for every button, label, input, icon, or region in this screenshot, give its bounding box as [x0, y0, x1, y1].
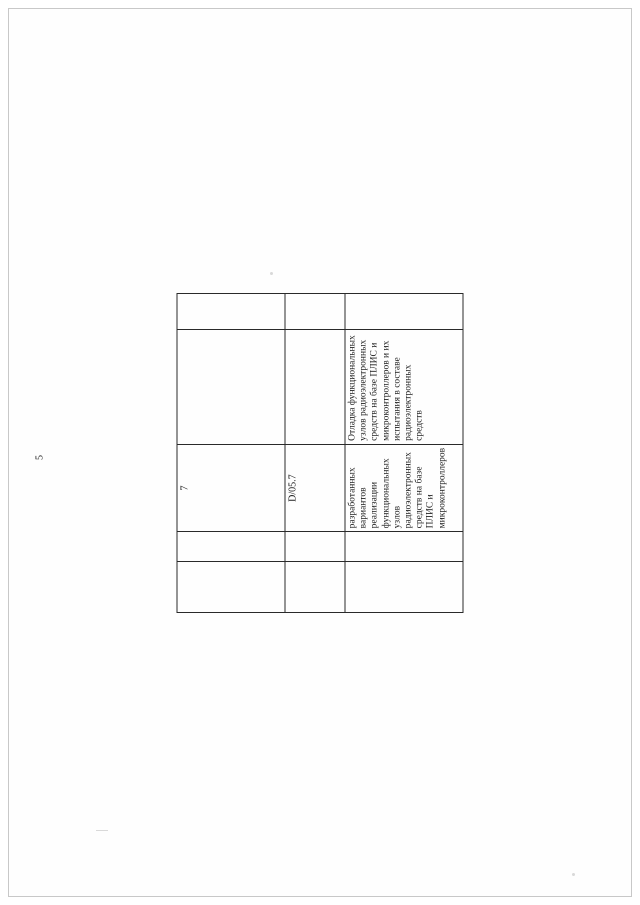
table-row: [285, 293, 345, 612]
rotated-table-wrapper: [177, 293, 464, 613]
table-cell-empty: [345, 561, 463, 612]
table-cell-empty: [177, 561, 285, 612]
page-number: 5: [34, 455, 46, 460]
table-cell-empty: [345, 531, 463, 560]
table-row: [177, 293, 285, 612]
table-cell-text: разработанных вариантов реализации функциональных узлов радиоэлектронных средств на базе ПЛИС и микроконтроллеров: [345, 444, 463, 532]
table-cell-empty: [285, 329, 345, 444]
table-cell-empty: [285, 561, 345, 612]
scan-speck: [572, 873, 575, 876]
table-cell-number: 7: [177, 444, 285, 532]
table-row: [345, 293, 463, 612]
scan-speck: [270, 272, 273, 275]
table-cell-empty: [345, 293, 463, 329]
table-cell-code: D/05.7: [285, 444, 345, 532]
table-cell-empty: [285, 293, 345, 329]
table-cell-empty: [177, 329, 285, 444]
document-table: [177, 293, 464, 613]
table-cell-text: Отладка функциональных узлов радиоэлектронных средств на базе ПЛИС и микроконтроллеров и их испытания в составе радиоэлектронных средств: [345, 329, 463, 444]
table-cell-empty: [285, 531, 345, 560]
scan-speck: [96, 830, 108, 831]
table-cell-empty: [177, 293, 285, 329]
table-cell-empty: [177, 531, 285, 560]
